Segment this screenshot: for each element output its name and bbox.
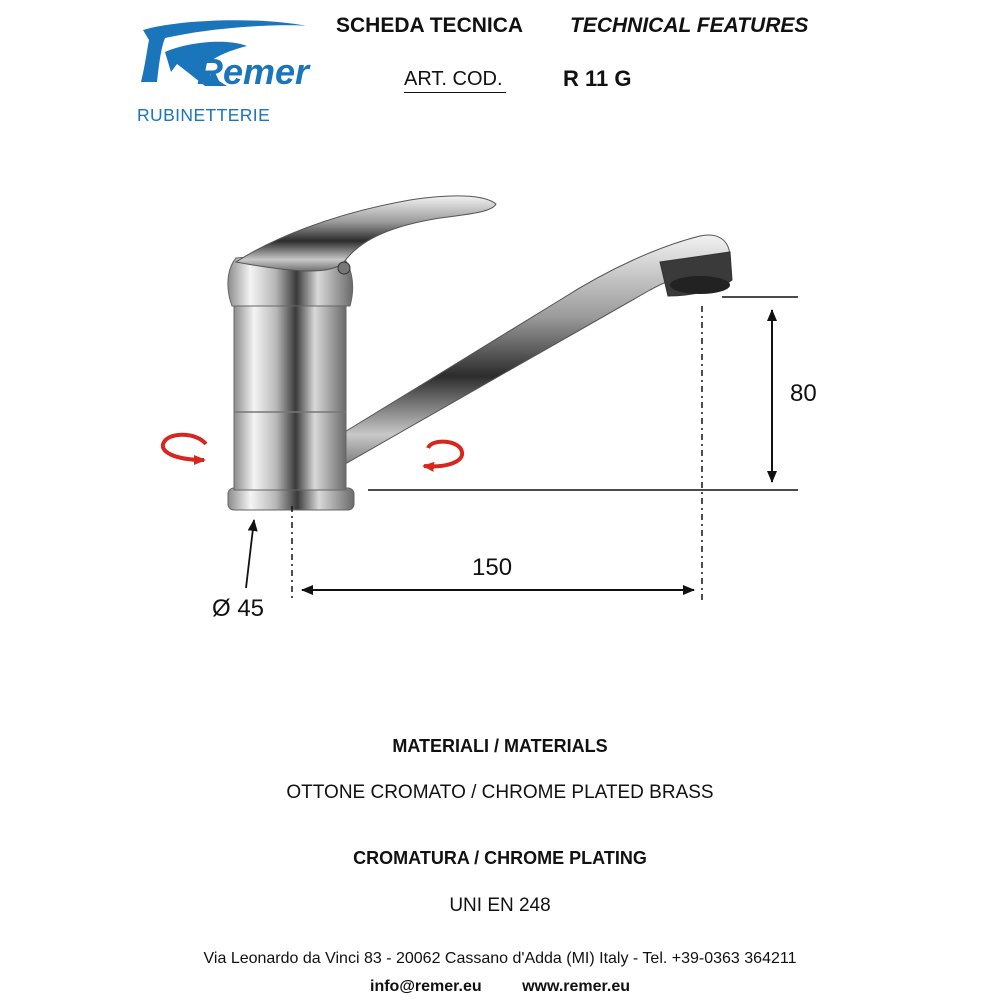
faucet-technical-drawing	[0, 180, 1000, 630]
plating-heading: CROMATURA / CHROME PLATING	[353, 848, 647, 868]
title-italian: SCHEDA TECNICA	[336, 14, 524, 37]
email-link[interactable]: info@remer.eu	[370, 978, 482, 995]
rotation-arrow-right-icon	[424, 442, 462, 467]
faucet-body	[228, 250, 354, 510]
contact-line	[0, 978, 1000, 996]
materials-heading: MATERIALI / MATERIALS	[392, 736, 608, 756]
website-link[interactable]: www.remer.eu	[522, 978, 630, 995]
lever-screw-icon	[338, 262, 350, 274]
dimension-diameter-value: Ø 45	[212, 595, 265, 622]
materials-value: OTTONE CROMATO / CHROME PLATED BRASS	[286, 782, 714, 803]
dimension-diameter	[212, 520, 264, 622]
title-english: TECHNICAL FEATURES	[570, 14, 809, 37]
dimension-length-value: 150	[472, 554, 513, 581]
remer-logo	[135, 12, 325, 127]
faucet-spout	[312, 235, 732, 470]
dimension-height-value: 80	[790, 380, 817, 407]
plating-value: UNI EN 248	[449, 895, 551, 916]
logo-brand: Remer	[197, 51, 310, 92]
faucet-lever	[236, 196, 496, 274]
article-code-label: ART. COD.	[404, 68, 506, 93]
logo-tagline: RUBINETTERIE	[137, 105, 271, 125]
company-address: Via Leonardo da Vinci 83 - 20062 Cassano d'Adda (MI) Italy - Tel. +39-0363 364211	[203, 950, 797, 967]
article-code-value: R 11 G	[563, 66, 632, 91]
aerator-icon	[670, 276, 730, 294]
rotation-arrow-left-icon	[163, 435, 206, 460]
